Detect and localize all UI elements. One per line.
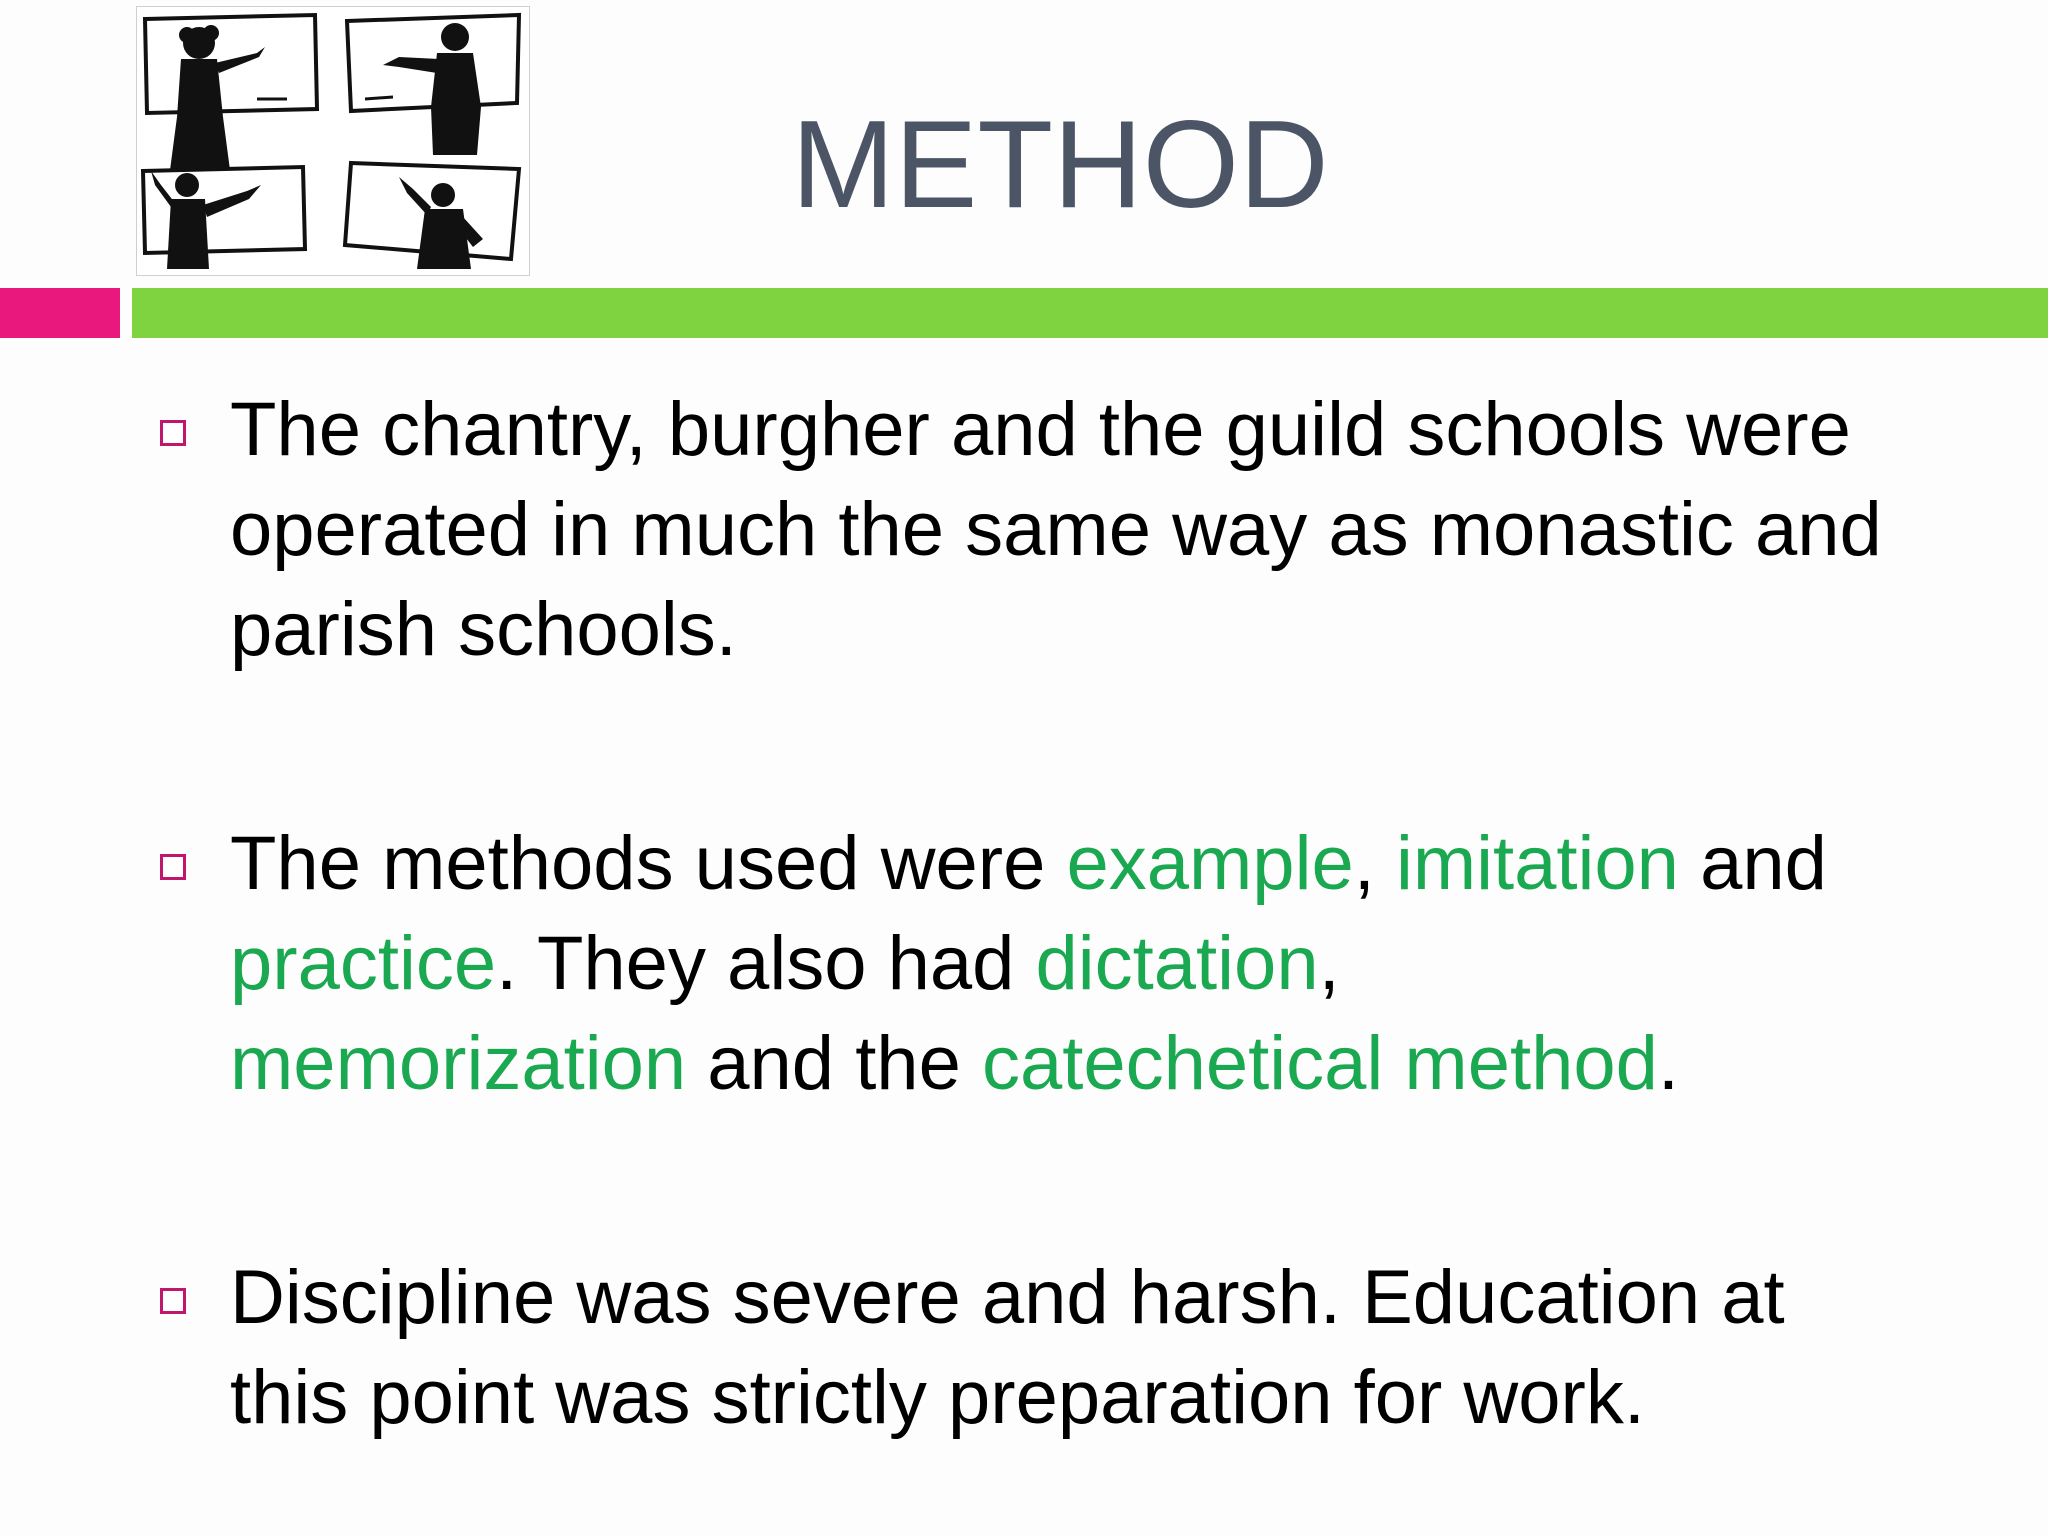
highlight-term: practice bbox=[230, 921, 497, 1006]
square-bullet-icon bbox=[160, 854, 186, 880]
text-run: , bbox=[1318, 921, 1340, 1006]
text-run: . They also had bbox=[496, 921, 1036, 1006]
square-bullet-icon bbox=[160, 1288, 186, 1314]
highlight-term: memorization bbox=[230, 1021, 687, 1106]
text-run: and the bbox=[686, 1021, 982, 1106]
bullet-text: The chantry, burgher and the guild schools were operated in much the same way as monastic and parish schools. bbox=[230, 387, 1882, 672]
highlight-term: catechetical method bbox=[981, 1021, 1658, 1106]
text-run: and bbox=[1678, 821, 1827, 906]
highlight-term: imitation bbox=[1395, 821, 1679, 906]
highlight-term: example bbox=[1066, 821, 1354, 906]
text-run: The methods used were bbox=[230, 821, 1067, 906]
highlight-term: dictation bbox=[1035, 921, 1319, 1006]
text-run: , bbox=[1353, 821, 1396, 906]
bullet-text bbox=[230, 814, 1920, 1114]
slide-title: METHOD bbox=[791, 96, 1329, 234]
text-run: . bbox=[1657, 1021, 1680, 1106]
square-bullet-icon bbox=[160, 420, 186, 446]
bullet-text: Discipline was severe and harsh. Education at this point was strictly preparation for work. bbox=[230, 1255, 1785, 1440]
